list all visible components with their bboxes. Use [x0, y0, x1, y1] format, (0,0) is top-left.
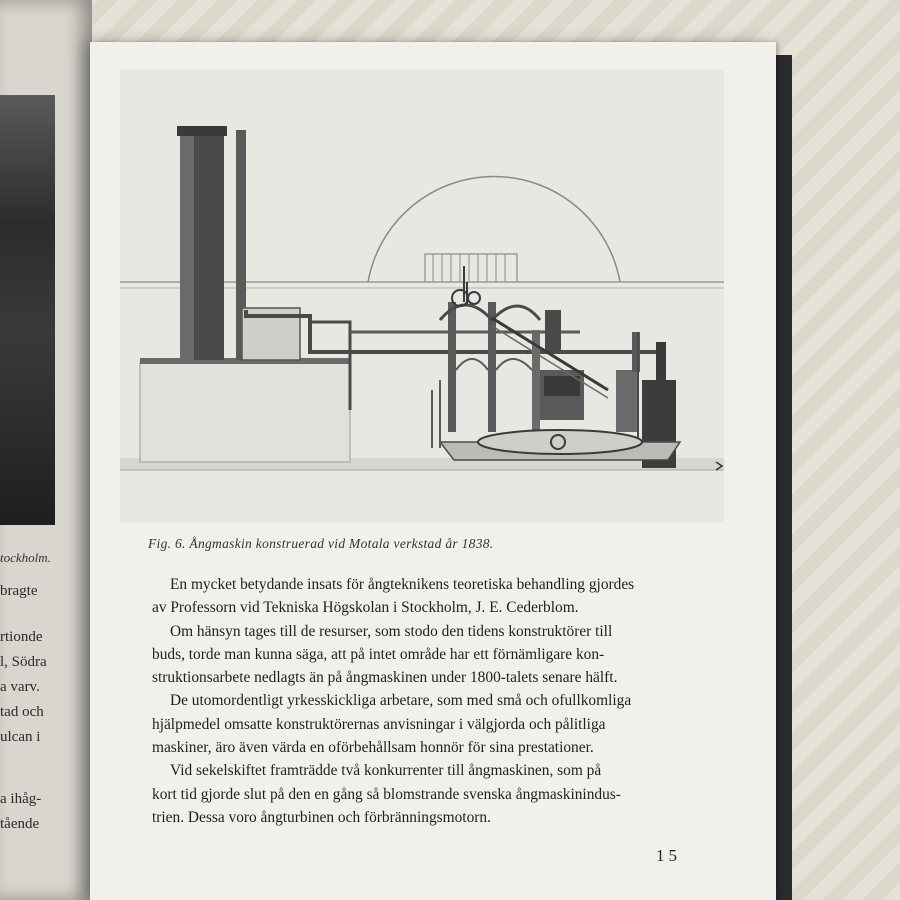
text-line: maskiner, äro även värda en oförbehållsam honnör för sina prestationer.	[152, 739, 594, 757]
left-line: a ihåg-	[0, 791, 42, 807]
left-page-photo	[0, 95, 55, 525]
text-line: Vid sekelskiftet framträdde två konkurrenter till ångmaskinen, som på	[170, 762, 602, 780]
left-line: l, Södra	[0, 654, 47, 670]
left-page	[0, 0, 92, 900]
body-text	[152, 573, 752, 829]
text-line: trien. Dessa voro ångturbinen och förbränningsmotorn.	[152, 808, 491, 826]
left-line: tad och	[0, 704, 44, 720]
paragraph	[152, 573, 752, 620]
text-line: buds, torde man kunna säga, att på intet område har ett förnämligare kon-	[152, 645, 605, 663]
text-line: av Professorn vid Tekniska Högskolan i Stockholm, J. E. Cederblom.	[152, 599, 579, 617]
left-line: rtionde	[0, 629, 43, 645]
right-page	[90, 42, 776, 900]
left-line: ulcan i	[0, 729, 41, 745]
steam-engine-figure	[120, 70, 724, 522]
text-line: hjälpmedel omsatte konstruktörernas anvisningar i välgjorda och pålitliga	[152, 715, 606, 733]
text-line: struktionsarbete nedlagts än på ångmaskinen under 1800-talets senare hälft.	[152, 669, 618, 687]
text-line: En mycket betydande insats för ångteknikens teoretiska behandling gjordes	[170, 576, 635, 593]
left-page-caption: tockholm.	[0, 550, 51, 565]
left-line: bragte	[0, 583, 38, 599]
left-line: tående	[0, 816, 40, 832]
steam-engine-drawing	[120, 70, 724, 522]
left-line: a varv.	[0, 679, 40, 695]
paragraph	[152, 759, 752, 829]
figure-caption: Fig. 6. Ångmaskin konstruerad vid Motala verkstad år 1838.	[148, 536, 494, 551]
paragraph	[152, 620, 752, 760]
text-line: De utomordentligt yrkesskickliga arbetare, som med små och ofullkomliga	[170, 692, 632, 710]
text-line: Om hänsyn tages till de resurser, som stodo den tidens konstruktörer till	[170, 622, 613, 640]
page-number: 15	[656, 846, 681, 865]
text-line: kort tid gjorde slut på den en gång så blomstrande svenska ångmaskinindus-	[152, 785, 621, 803]
